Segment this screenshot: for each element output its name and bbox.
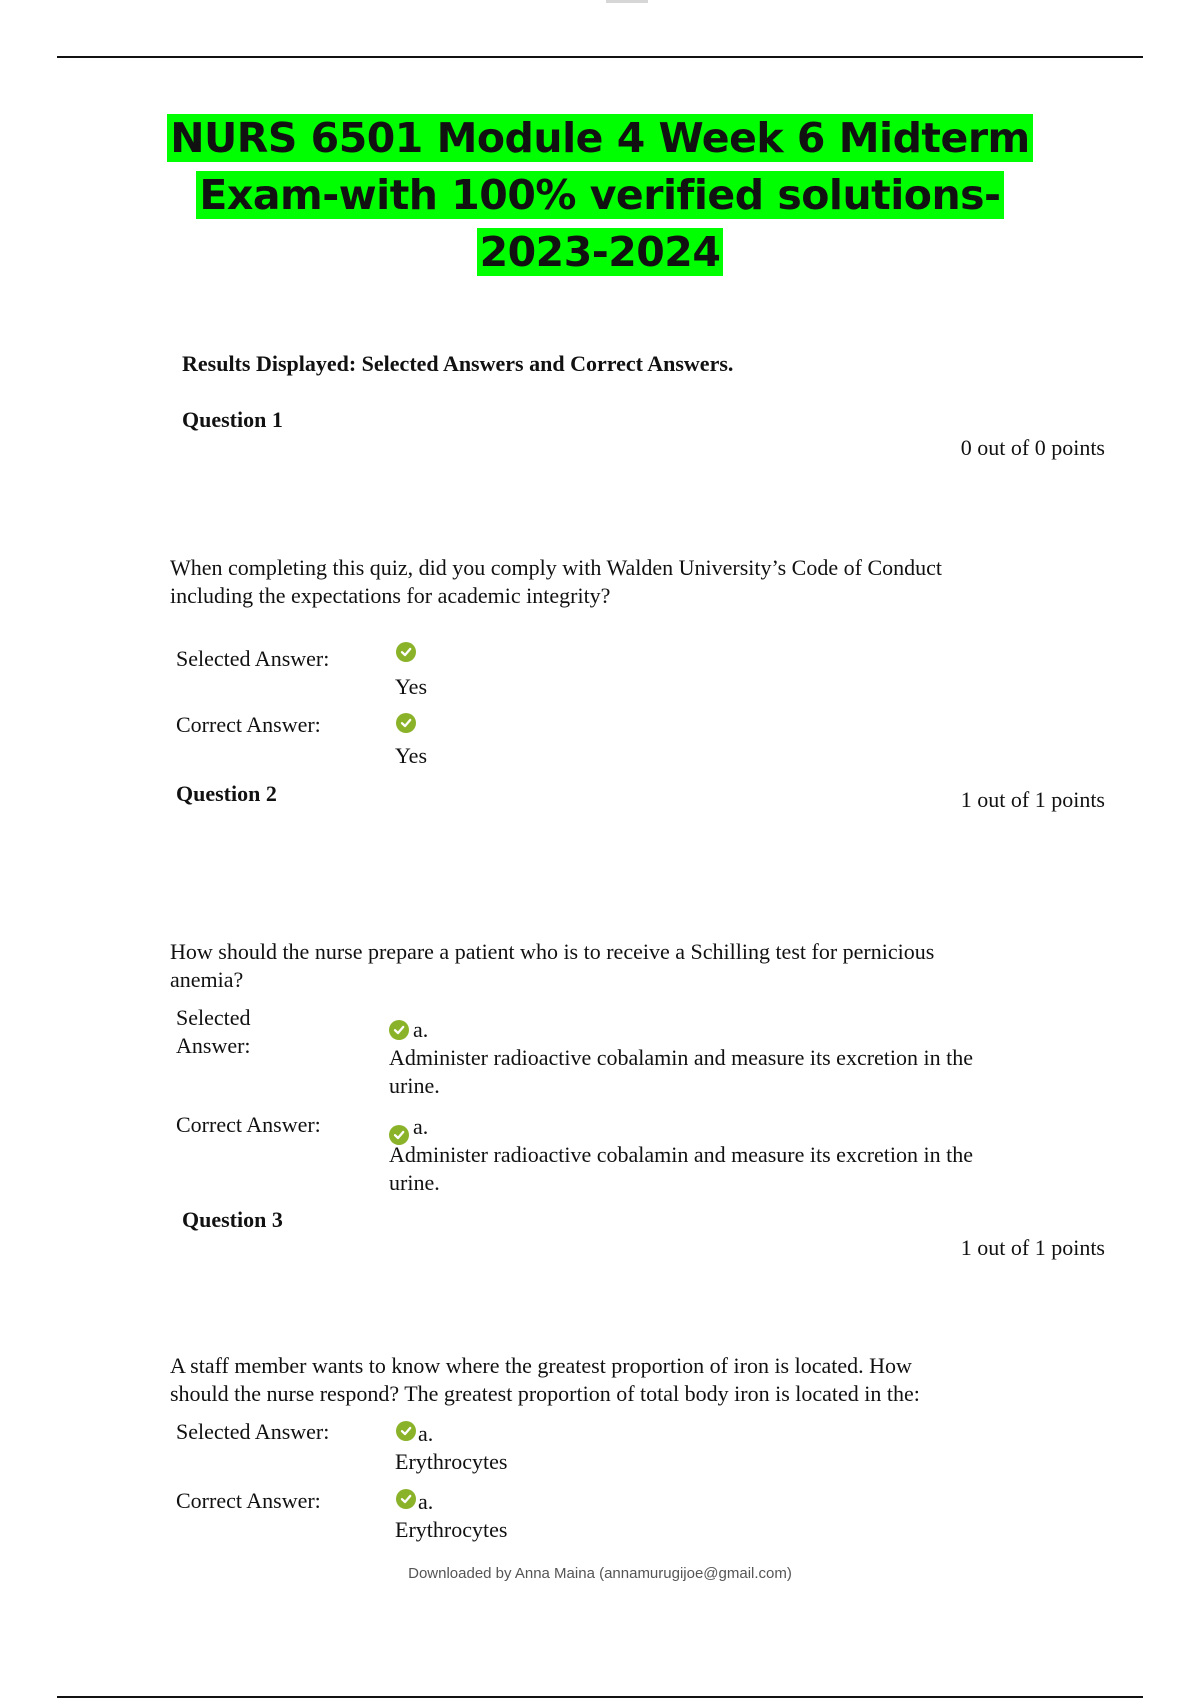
q2-correct-label: Correct Answer: (176, 1112, 321, 1137)
question-1-text-line2: including the expectations for academic integrity? (170, 583, 611, 608)
q1-correct-answer: Yes (395, 743, 428, 768)
q3-correct-label: Correct Answer: (176, 1488, 321, 1513)
question-1-text-line1: When completing this quiz, did you comply with Walden University’s Code of Conduct (170, 555, 942, 580)
check-circle-icon (396, 1489, 416, 1509)
q2-selected-answer-line2: urine. (389, 1073, 440, 1098)
q3-selected-label: Selected Answer: (176, 1419, 330, 1444)
question-2-text-line1: How should the nurse prepare a patient who is to receive a Schilling test for pernicious (170, 939, 935, 964)
title-highlight: NURS 6501 Module 4 Week 6 Midterm Exam-with 100% verified solutions-2023-2024 (167, 114, 1033, 276)
question-3-text-line2: should the nurse respond? The greatest proportion of total body iron is located in the: (170, 1381, 920, 1406)
check-circle-icon (396, 642, 416, 662)
question-3-points: 1 out of 1 points (960, 1235, 1105, 1260)
q2-selected-answer-line1: Administer radioactive cobalamin and measure its excretion in the (389, 1045, 974, 1070)
check-circle-icon (389, 1020, 409, 1040)
q3-correct-letter: a. (418, 1489, 434, 1514)
q2-correct-answer-line2: urine. (389, 1170, 440, 1195)
question-1-points: 0 out of 0 points (960, 435, 1105, 460)
q1-selected-label: Selected Answer: (176, 646, 330, 671)
q3-selected-letter: a. (418, 1421, 434, 1446)
check-circle-icon (396, 1421, 416, 1441)
q3-selected-answer: Erythrocytes (395, 1449, 508, 1474)
q1-selected-answer: Yes (395, 674, 428, 699)
question-3-text-line1: A staff member wants to know where the greatest proportion of iron is located. How (170, 1353, 912, 1378)
check-circle-icon (396, 713, 416, 733)
question-2-heading: Question 2 (176, 781, 277, 806)
q2-correct-letter: a. (413, 1114, 429, 1139)
q3-correct-answer: Erythrocytes (395, 1517, 508, 1542)
results-heading: Results Displayed: Selected Answers and Correct Answers. (182, 351, 734, 376)
question-2-points: 1 out of 1 points (960, 787, 1105, 812)
top-rule (57, 56, 1143, 58)
question-1-heading: Question 1 (182, 407, 283, 432)
page-tab-marker (606, 0, 648, 3)
q2-selected-letter: a. (413, 1017, 429, 1042)
q2-selected-label-line1: Selected (176, 1005, 251, 1030)
q1-correct-label: Correct Answer: (176, 712, 321, 737)
download-footer: Downloaded by Anna Maina (annamurugijoe@gmail.com) (408, 1565, 792, 1582)
q2-selected-label-line2: Answer: (176, 1033, 251, 1058)
question-2-text-line2: anemia? (170, 967, 244, 992)
q2-correct-answer-line1: Administer radioactive cobalamin and measure its excretion in the (389, 1142, 974, 1167)
bottom-rule (57, 1696, 1143, 1698)
question-3-heading: Question 3 (182, 1207, 283, 1232)
document-title (150, 110, 1050, 281)
